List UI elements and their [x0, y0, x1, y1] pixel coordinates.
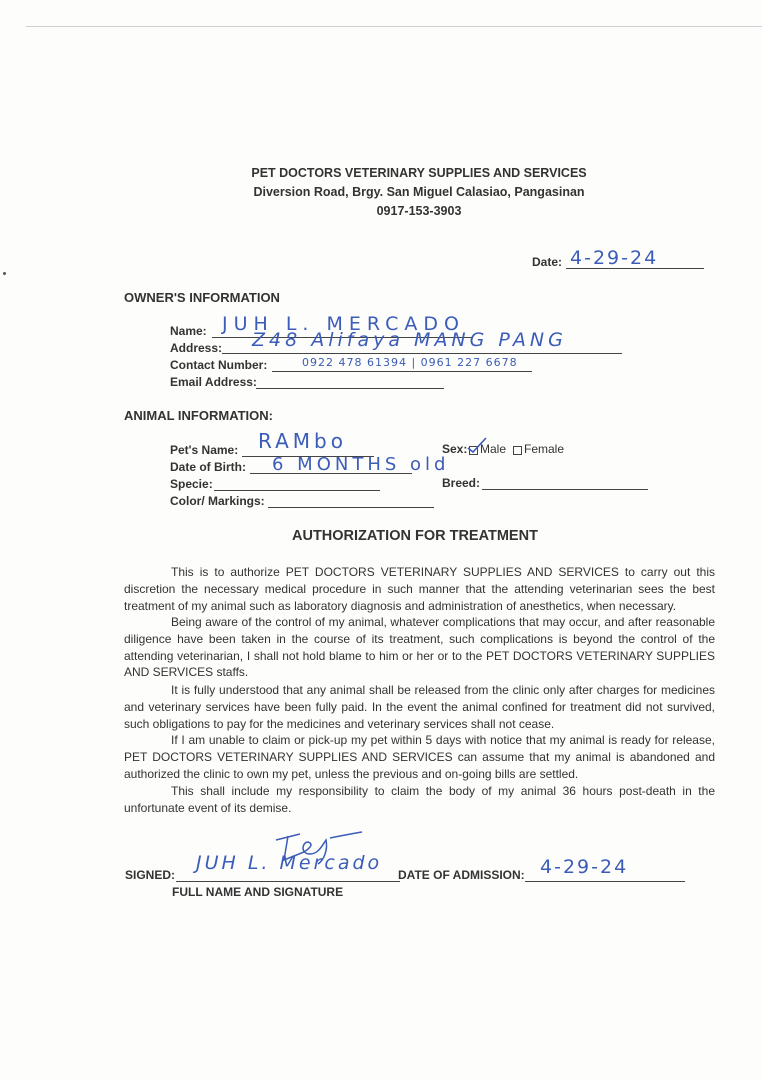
breed-line: [482, 489, 648, 490]
female-checkbox[interactable]: [513, 446, 522, 455]
company-name: PET DOCTORS VETERINARY SUPPLIES AND SERVICES: [251, 166, 587, 180]
sex-label: Sex:: [442, 442, 468, 456]
authorization-paragraph-4: [124, 732, 715, 782]
paragraph-text: Being aware of the control of my animal, whatever complications that may occur, and after reasonable diligence have been taken in the course of its treatment, such complications is beyond the control of the attending veterinarian, I shall not hold blame to him or her or to the PET DOCTORS VETERINARY SUPPLIES AND SERVICES staffs.: [124, 615, 715, 680]
authorization-paragraph-3: [124, 682, 715, 732]
paragraph-text: This shall include my responsibility to claim the body of my animal 36 hours post-death in the unfortunate event of its demise.: [124, 784, 715, 815]
date-label: Date:: [532, 255, 563, 269]
owner-section-title: OWNER'S INFORMATION: [124, 290, 280, 305]
color-markings-line: [268, 507, 434, 508]
signed-line: [176, 881, 400, 882]
owner-name-label: Name:: [170, 324, 207, 338]
admission-date-value[interactable]: 4-29-24: [540, 856, 629, 878]
admission-date-label: DATE OF ADMISSION:: [398, 868, 525, 882]
authorization-title: AUTHORIZATION FOR TREATMENT: [292, 528, 538, 544]
signed-label: SIGNED:: [125, 868, 176, 882]
dob-value[interactable]: 6 MONTHS old: [272, 454, 450, 475]
signed-value[interactable]: JUH L. Mercado: [196, 852, 383, 874]
authorization-paragraph-1: [124, 564, 715, 614]
male-option-label: Male: [480, 442, 507, 456]
admission-date-line: [525, 881, 685, 882]
scan-mark: [3, 272, 6, 275]
pet-name-value[interactable]: RAMbo: [258, 429, 347, 453]
female-option-label: Female: [524, 442, 565, 456]
contact-label: Contact Number:: [170, 358, 268, 372]
owner-name-value[interactable]: JUH L. MERCADO: [222, 313, 466, 335]
pet-name-label: Pet's Name:: [170, 443, 239, 457]
color-markings-label: Color/ Markings:: [170, 494, 265, 508]
dob-label: Date of Birth:: [170, 460, 246, 474]
specie-label: Specie:: [170, 477, 213, 491]
animal-section-title: ANIMAL INFORMATION:: [124, 408, 273, 423]
authorization-paragraph-5: [124, 783, 715, 817]
specie-line: [214, 490, 380, 491]
authorization-paragraph-2: [124, 614, 715, 681]
scan-top-edge: [26, 26, 762, 27]
company-address: Diversion Road, Brgy. San Miguel Calasiao, Pangasinan: [253, 185, 585, 199]
date-value[interactable]: 4-29-24: [570, 247, 659, 269]
owner-address-value[interactable]: Z48 Alifaya MANG PANG: [252, 329, 567, 351]
paragraph-text: This is to authorize PET DOCTORS VETERINARY SUPPLIES AND SERVICES to carry out this discretion the necessary medical procedure in such manner that the attending veterinarian sees the best treatment of my animal such as laboratory diagnosis and administration of anesthetics, when necessary.: [124, 565, 715, 613]
contact-value[interactable]: 0922 478 61394 | 0961 227 6678: [302, 356, 518, 369]
owner-address-line: [222, 353, 622, 354]
email-line: [256, 388, 444, 389]
paragraph-text: It is fully understood that any animal shall be released from the clinic only after charges for medicines and veterinary services have been fully paid. In the event the animal confined for treatment did not survived, such obligations to pay for the medicines and veterinary services shall not cease.: [124, 683, 715, 731]
email-label: Email Address:: [170, 375, 257, 389]
owner-address-label: Address:: [170, 341, 223, 355]
paragraph-text: If I am unable to claim or pick-up my pet within 5 days with notice that my animal is ready for release, PET DOCTORS VETERINARY SUPPLIES AND SERVICES can assume that my animal is abandoned and authorized the clinic to own my pet, unless the previous and on-going bills are settled.: [124, 733, 715, 781]
breed-label: Breed:: [442, 476, 481, 490]
full-name-signature-label: FULL NAME AND SIGNATURE: [172, 885, 344, 899]
contact-line: [272, 371, 532, 372]
company-phone: 0917-153-3903: [376, 204, 462, 218]
